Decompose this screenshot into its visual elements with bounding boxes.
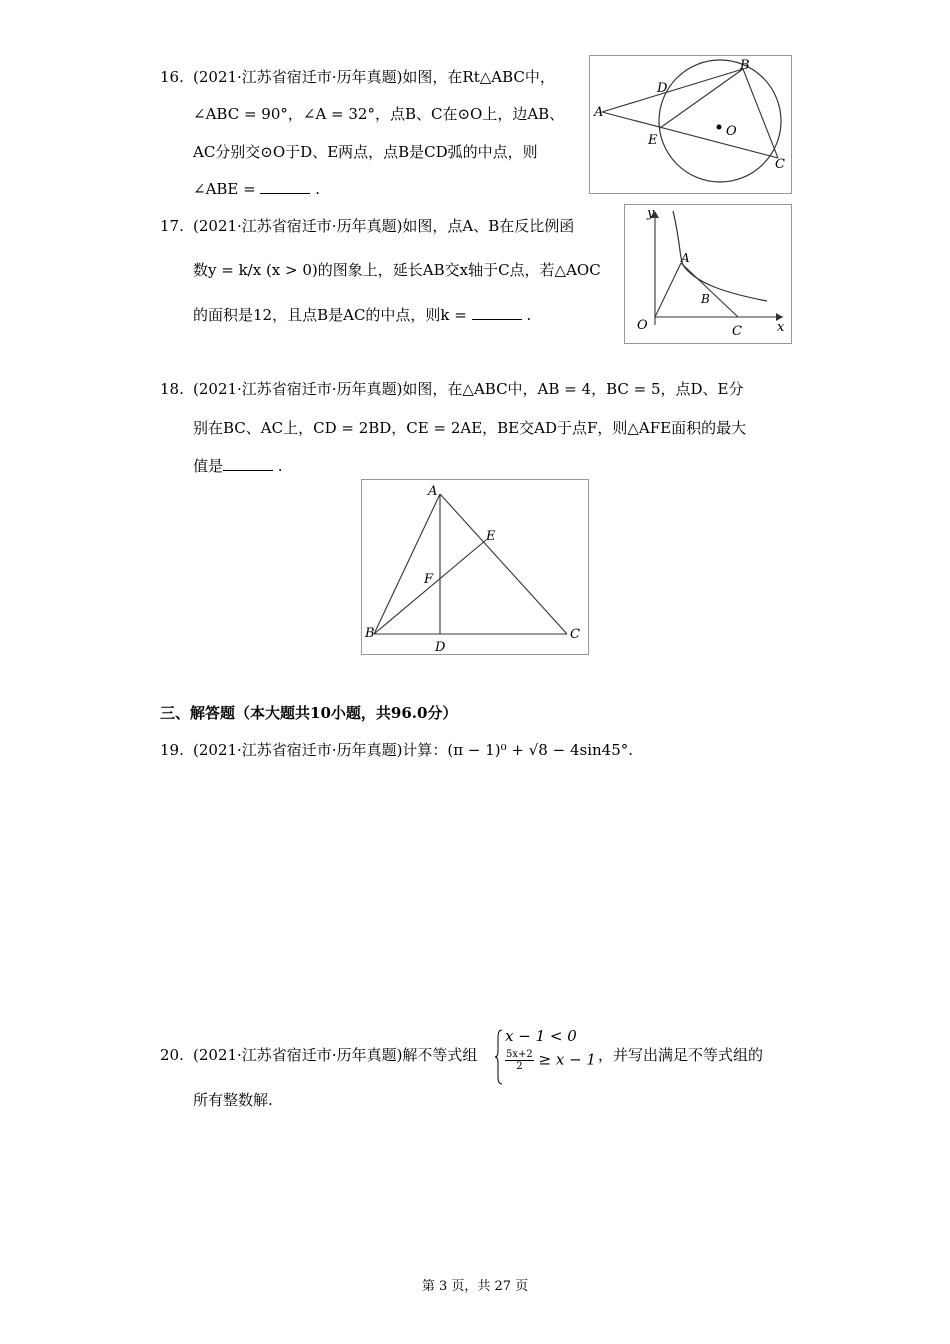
q20-prefix: (2021·江苏省宿迁市·历年真题)解不等式组 <box>193 1046 478 1064</box>
q20-frac-num: 5x+2 <box>506 1049 533 1060</box>
q16-line-ab <box>602 69 743 112</box>
q18-label-b: B <box>365 626 375 641</box>
q17-label-a: A <box>681 251 690 265</box>
q17-figure <box>624 204 792 344</box>
q18-line-ab <box>374 494 440 634</box>
q16-line3: AC分别交⊙O于D、E两点，点B是CD弧的中点，则 <box>193 143 538 161</box>
q16-figure <box>589 55 792 194</box>
q16-line2: ∠ABC = 90°，∠A = 32°，点B、C在⊙O上，边AB、 <box>193 105 565 123</box>
q18-answer-prefix: 值是 <box>193 457 224 475</box>
q20-fraction <box>505 1049 534 1072</box>
page-footer: 第 3 页，共 27 页 <box>421 1279 529 1294</box>
q18-line-be <box>374 540 486 634</box>
q18-answer-suffix: . <box>273 457 283 475</box>
q16-label-o: O <box>726 124 737 139</box>
q18-line1: (2021·江苏省宿迁市·历年真题)如图，在△ABC中，AB = 4，BC = 5，点D、E分 <box>193 380 744 398</box>
q18-line2: 别在BC、AC上，CD = 2BD，CE = 2AE，BE交AD于点F，则△AFE面积的最大 <box>193 419 747 437</box>
q17-label-o: O <box>637 318 648 333</box>
q16-label-b: B <box>740 58 750 73</box>
q20-number: 20. <box>160 1046 184 1064</box>
q17-label-y: y <box>647 206 655 221</box>
q17-line-ac <box>681 263 738 317</box>
q16-line-be <box>660 69 743 128</box>
q16-label-c: C <box>775 157 785 172</box>
q17-line2: 数y = k/x (x > 0)的图象上，延长AB交x轴于C点，若△AOC <box>193 261 601 279</box>
q18-line-ac <box>440 494 567 634</box>
q16-center-dot <box>717 125 722 130</box>
q20-suffix: ，并写出满足不等式组的 <box>598 1046 764 1064</box>
q16-label-a: A <box>594 105 604 120</box>
q16-circle <box>659 60 781 182</box>
q16-answer-blank[interactable] <box>260 181 310 194</box>
q20-ineq2-rest: ≥ x − 1 <box>538 1050 596 1069</box>
q18-answer-blank[interactable] <box>223 458 273 471</box>
q17-line3 <box>193 305 531 325</box>
q19-number: 19. <box>160 741 184 759</box>
q18-figure <box>361 479 589 655</box>
q20-line2: 所有整数解. <box>193 1091 273 1109</box>
q16-answer-suffix: . <box>310 180 321 198</box>
q16-line-bc <box>743 69 778 158</box>
q17-label-b: B <box>701 292 710 306</box>
q16-line4 <box>193 179 320 199</box>
q17-number: 17. <box>160 217 184 235</box>
q20-ineq1: x − 1 < 0 <box>505 1027 577 1045</box>
q17-label-x: x <box>777 320 785 335</box>
q18-label-e: E <box>486 529 496 544</box>
q17-answer-prefix: 的面积是12，且点B是AC的中点，则k = <box>193 306 472 324</box>
q16-number: 16. <box>160 68 184 86</box>
q17-label-c: C <box>732 324 742 339</box>
q17-answer-blank[interactable] <box>472 307 522 320</box>
q20-ineq2 <box>505 1049 596 1072</box>
q17-answer-suffix: . <box>521 306 532 324</box>
q18-label-c: C <box>570 627 580 642</box>
q18-label-f: F <box>424 572 434 587</box>
q16-label-d: D <box>657 81 668 96</box>
q18-line3 <box>193 456 283 476</box>
q20-brace <box>495 1029 503 1085</box>
q19-line1: (2021·江苏省宿迁市·历年真题)计算：(π − 1)⁰ + √8 − 4sin45°. <box>193 741 634 759</box>
q20-frac-den: 2 <box>516 1061 523 1072</box>
q17-line-oa <box>655 263 681 317</box>
q18-label-a: A <box>428 484 438 499</box>
section-title: 三、解答题（本大题共10小题，共96.0分） <box>160 704 458 722</box>
q16-line-ac <box>602 112 778 158</box>
q18-label-d: D <box>435 640 446 655</box>
q17-line1: (2021·江苏省宿迁市·历年真题)如图，点A、B在反比例函 <box>193 217 575 235</box>
q16-line1: (2021·江苏省宿迁市·历年真题)如图，在Rt△ABC中， <box>193 68 555 86</box>
q16-label-e: E <box>648 133 658 148</box>
q18-number: 18. <box>160 380 184 398</box>
q16-answer-prefix: ∠ABE = <box>193 180 261 198</box>
